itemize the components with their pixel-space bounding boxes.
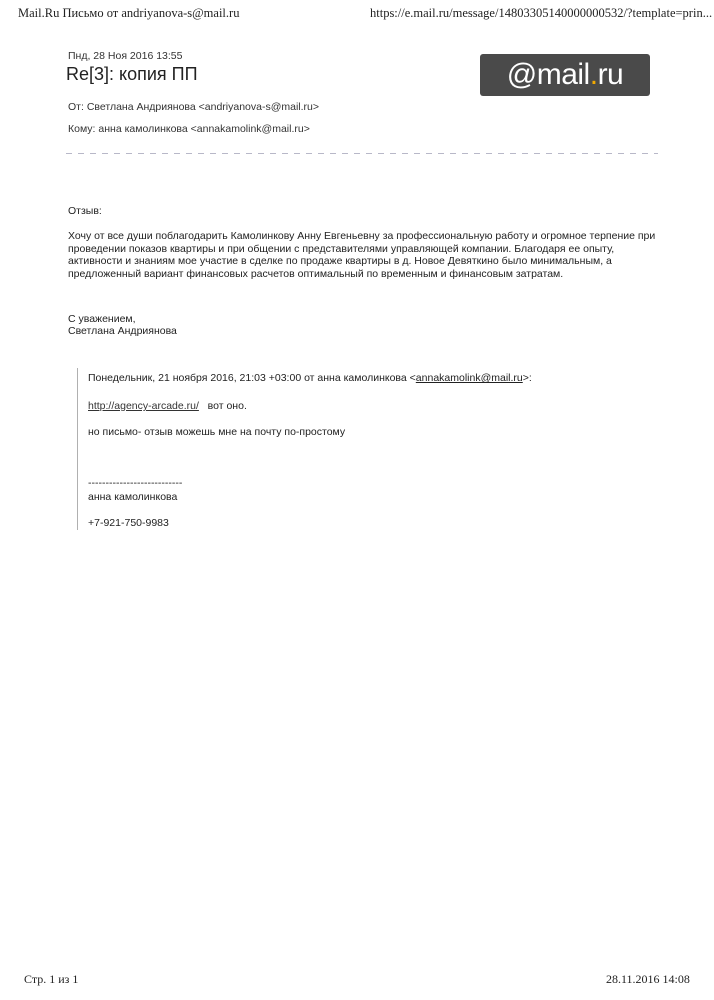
quote-header-prefix: Понедельник, 21 ноября 2016, 21:03 +03:00 от анна камолинкова <: [88, 372, 416, 384]
quote-header-email-link[interactable]: annakamolink@mail.ru: [415, 372, 523, 384]
print-header-title: Mail.Ru Письмо от andriyanova-s@mail.ru: [18, 6, 240, 20]
print-footer: [0, 972, 714, 988]
signature-greeting: С уважением,: [68, 313, 136, 325]
print-footer-page: Стр. 1 из 1: [24, 972, 79, 986]
quote-header: [88, 372, 532, 384]
quote-signature-phone: +7-921-750-9983: [88, 517, 169, 529]
logo-prefix: @mail: [506, 58, 590, 91]
to-row: [68, 123, 310, 135]
signature-name: Светлана Андриянова: [68, 325, 177, 337]
quote-bar: [77, 368, 78, 530]
logo-suffix: ru: [597, 58, 624, 91]
quote-text-line: но письмо- отзыв можешь мне на почту по-простому: [88, 426, 346, 438]
from-value: Светлана Андриянова <andriyanova-s@mail.ru>: [86, 101, 320, 113]
message-date: Пнд, 28 Ноя 2016 13:55: [68, 50, 183, 62]
from-label: От:: [68, 101, 84, 113]
to-label: Кому:: [68, 123, 96, 135]
body-paragraph: Хочу от все души поблагодарить Камолинкову Анну Евгеньевну за профессиональную работу и огромное терпение при проведении показов квартиры и при общении с представителями управляющей компании. Благодаря ее опыту, активности и знаниям мое участие в сделке по продаже квартиры в д. Новое Девяткино было минимальным, а предложенный вариант финансовых расчетов оптимальный по временным и финансовым затратам.: [68, 230, 656, 280]
from-row: [68, 101, 319, 113]
to-value: анна камолинкова <annakamolink@mail.ru>: [98, 123, 310, 135]
logo-dot: .: [589, 58, 598, 91]
mailru-logo: [480, 54, 650, 96]
body-otzyv-label: Отзыв:: [68, 205, 102, 217]
quote-signature-divider: ---------------------------: [88, 477, 183, 489]
header-separator: [66, 153, 658, 154]
quote-header-suffix: >:: [522, 372, 532, 384]
quote-link-after: вот оно.: [207, 400, 247, 412]
print-footer-datetime: 28.11.2016 14:08: [606, 972, 690, 986]
message-subject: Re[3]: копия ПП: [66, 64, 198, 84]
print-header-url: https://e.mail.ru/message/14803305140000000532/?template=prin...: [370, 6, 713, 20]
agency-link[interactable]: http://agency-arcade.ru/: [88, 400, 199, 412]
quote-link-line: [88, 400, 247, 412]
print-header: [0, 6, 714, 22]
quote-signature-name: анна камолинкова: [88, 491, 178, 503]
